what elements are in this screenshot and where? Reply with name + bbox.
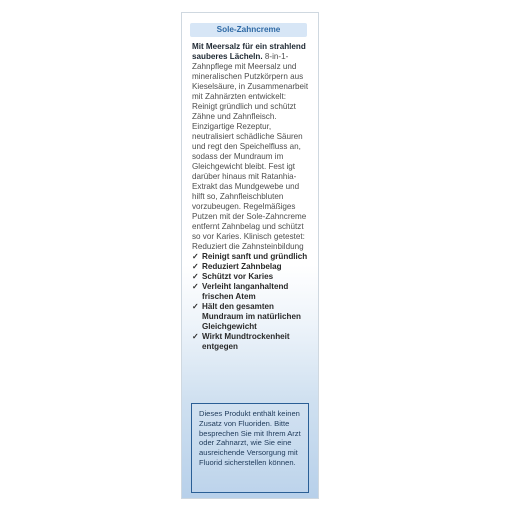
- product-title-header: Sole-Zahncreme: [190, 23, 307, 37]
- check-icon: ✓: [192, 262, 199, 271]
- check-icon: ✓: [192, 272, 199, 281]
- benefit-item: [192, 332, 312, 352]
- benefit-label: Reduziert Zahnbelag: [202, 262, 282, 271]
- check-icon: ✓: [192, 302, 199, 311]
- benefit-item: [192, 272, 312, 282]
- fluoride-notice-text: Dieses Produkt enthält keinen Zusatz von Fluoriden. Bitte besprechen Sie mit Ihrem Arzt oder Zahnarzt, wie Sie eine ausreichende Versorgung mit Fluorid sicherstellen können.: [199, 409, 301, 467]
- benefit-label: Hält den gesamten Mundraum im natürlichen Gleichgewicht: [202, 302, 301, 331]
- description-content: [192, 42, 312, 352]
- intro-paragraph: [192, 42, 312, 252]
- benefit-item: [192, 302, 312, 332]
- fluoride-notice-box: [191, 403, 309, 493]
- check-icon: ✓: [192, 252, 199, 261]
- benefit-item: [192, 262, 312, 272]
- benefit-item: [192, 252, 312, 262]
- check-icon: ✓: [192, 282, 199, 291]
- intro-lead: Mit Meersalz für ein strahlend sauberes Lächeln.: [192, 42, 306, 61]
- benefit-label: Schützt vor Karies: [202, 272, 274, 281]
- check-icon: ✓: [192, 332, 199, 341]
- intro-body: 8-in-1-Zahnpflege mit Meersalz und mineralischen Putzkörpern aus Kieselsäure, in Zusammenarbeit mit Zahnärzten entwickelt: Reinigt gründlich und schützt Zähne und Zahnfleisch. Einzigartige Rezeptur, neutralisiert schädliche Säuren und regt den Speichelfluss an, sodass der Mundraum im Gleichgewicht bleibt. Fest igt darüber hinaus mit Ratanhia-Extrakt das Mundgewebe und hilft so, Zahnfleischbluten vorzubeugen. Regelmäßiges Putzen mit der Sole-Zahncreme entfernt Zahnbelag und schützt so vor Karies. Klinisch getestet: Reduziert die Zahnsteinbildung: [192, 52, 309, 251]
- benefit-label: Reinigt sanft und gründlich: [202, 252, 308, 261]
- benefits-list: [192, 252, 312, 352]
- product-description-panel: [181, 12, 319, 499]
- benefit-label: Verleiht langanhaltend frischen Atem: [202, 282, 289, 301]
- benefit-label: Wirkt Mundtrockenheit entgegen: [202, 332, 290, 351]
- benefit-item: [192, 282, 312, 302]
